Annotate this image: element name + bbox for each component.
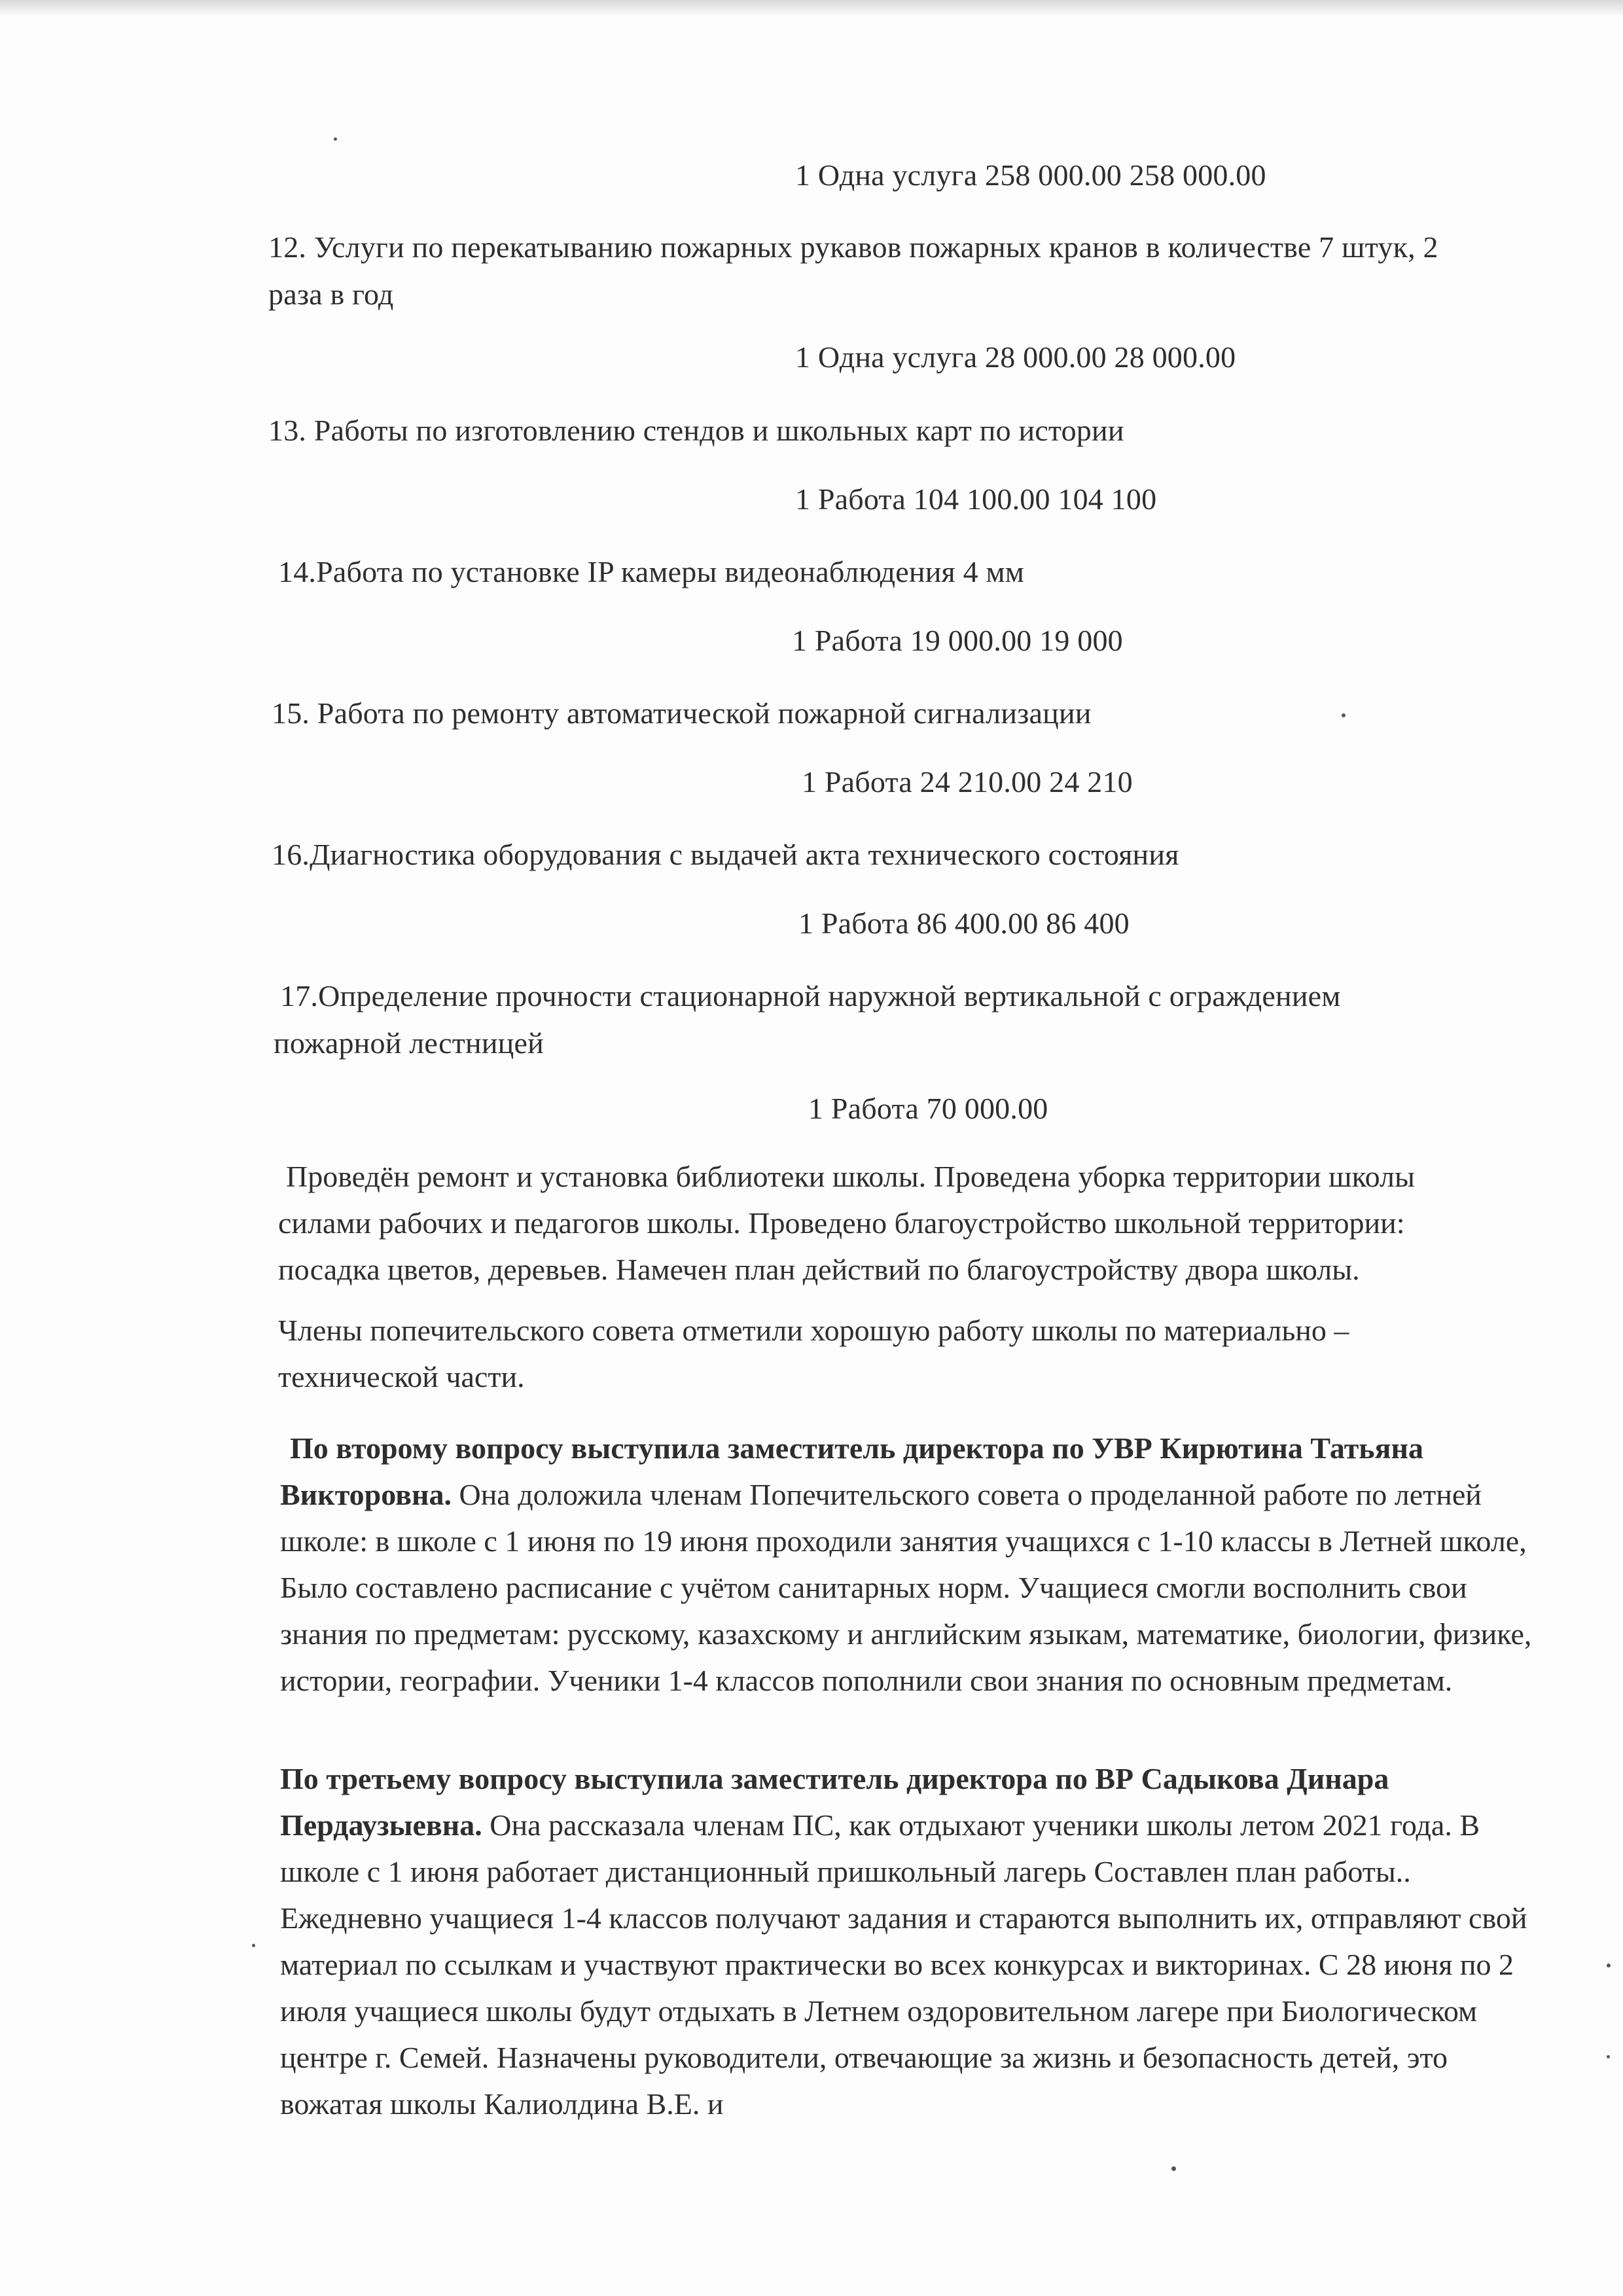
item-12-title: 12. Услуги по перекатыванию пожарных рукавов пожарных кранов в количестве 7 штук, 2 [268, 230, 1438, 264]
scan-speck [1607, 1964, 1611, 1967]
item-12-title-cont: раза в год [268, 278, 394, 311]
item-13-title: 13. Работы по изготовлению стендов и школьных карт по истории [268, 414, 1124, 447]
scan-speck [252, 1944, 255, 1947]
item-17-price: 1 Работа 70 000.00 [808, 1092, 1048, 1125]
item-16-title: 16.Диагностика оборудования с выдачей акта технического состояния [272, 838, 1179, 871]
paragraph-third-question [280, 1755, 1543, 2127]
second-question-text: Она доложила членам Попечительского совета о проделанной работе по летней школе: в школе с 1 июня по 19 июня проходили занятия учащихся с 1-10 классы в Летней школе, Было составлено расписание с учётом санитарных норм. Учащиеся смогли восполнить свои знания по предметам: русскому, казахскому и английским языкам, математике, биологии, физике, истории, географии. Ученики 1-4 классов пополнили свои знания по основным предметам. [280, 1478, 1532, 1697]
item-14-price: 1 Работа 19 000.00 19 000 [792, 624, 1123, 657]
item-13-price: 1 Работа 104 100.00 104 100 [795, 482, 1157, 516]
paragraph-renovation: Проведён ремонт и установка библиотеки школы. Проведена уборка территории школы силами рабочих и педагогов школы. Проведено благоустройство школьной территории: посадка цветов, деревьев. Намечен план действий по благоустройству двора школы. [278, 1160, 1415, 1286]
item-17-title-cont: пожарной лестницей [274, 1026, 544, 1060]
item-17-title: 17.Определение прочности стационарной наружной вертикальной с ограждением [280, 979, 1341, 1013]
paragraph-council-note: Члены попечительского совета отметили хорошую работу школы по материально – технической части. [278, 1314, 1349, 1393]
third-question-speaker: По третьему вопросу выступила заместитель директора по ВР Садыкова Динара Пердаузыевна. [280, 1762, 1389, 1842]
scan-speck [1171, 2166, 1176, 2171]
scan-speck [1342, 713, 1346, 717]
item-15-title: 15. Работа по ремонту автоматической пожарной сигнализации [272, 696, 1092, 730]
paragraph-second-question [280, 1425, 1537, 1704]
second-question-speaker: По второму вопросу выступила заместитель директора по УВР Кирютина Татьяна Викторовна. [280, 1431, 1424, 1511]
item-15-price: 1 Работа 24 210.00 24 210 [802, 765, 1133, 798]
scan-speck [1607, 2055, 1610, 2058]
scan-speck [334, 137, 337, 141]
scan-edge [0, 0, 1623, 17]
third-question-text: Она рассказала членам ПС, как отдыхают ученики школы летом 2021 года. В школе с 1 июня работает дистанционный пришкольный лагерь Составлен план работы.. Ежедневно учащиеся 1-4 классов получают задания и стараются выполнить их, отправляют свой материал по ссылкам и участвуют практически во всех конкурсах и викторинах. С 28 июня по 2 июля учащиеся школы будут отдыхать в Летнем оздоровительном лагере при Биологическом центре г. Семей. Назначены руководители, отвечающие за жизнь и безопасность детей, это вожатая школы Калиолдина В.Е. и [280, 1808, 1527, 2121]
item-12-price: 1 Одна услуга 28 000.00 28 000.00 [795, 340, 1236, 374]
item-14-title: 14.Работа по установке IP камеры видеонаблюдения 4 мм [278, 555, 1025, 588]
item-11-price: 1 Одна услуга 258 000.00 258 000.00 [795, 158, 1266, 192]
item-16-price: 1 Работа 86 400.00 86 400 [798, 906, 1130, 940]
